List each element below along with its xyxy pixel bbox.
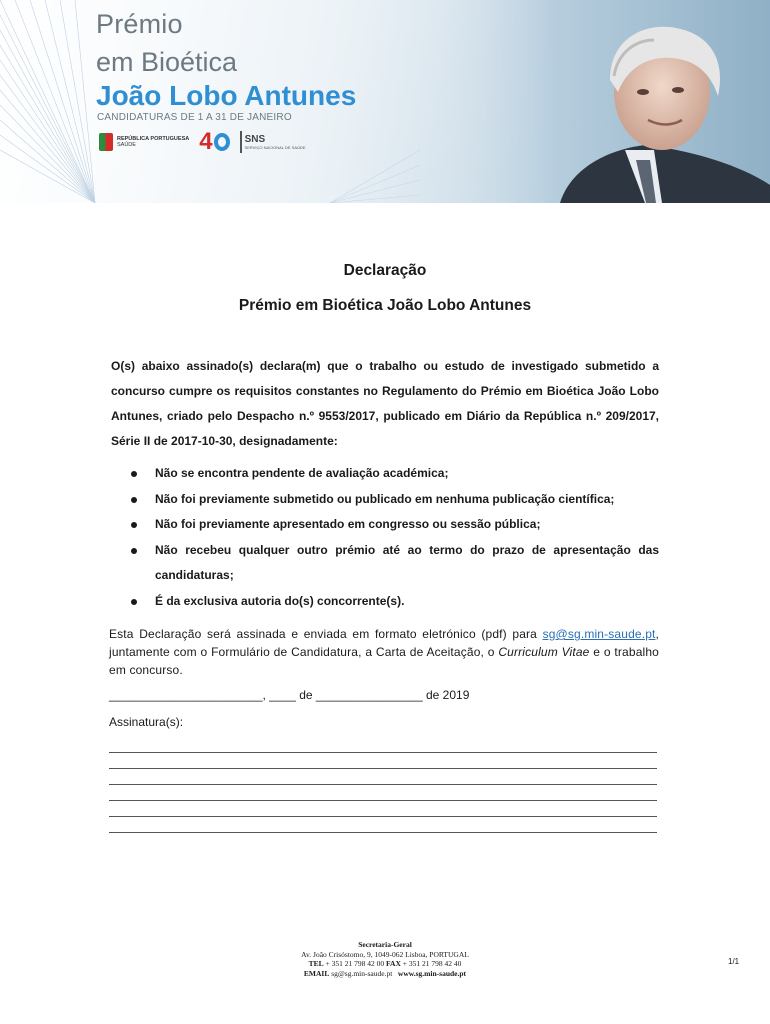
header-banner (0, 0, 770, 203)
list-item-text: Não foi previamente apresentado em congresso ou sessão pública; (155, 517, 541, 531)
curriculum-vitae-text: Curriculum Vitae (498, 645, 590, 659)
circle-zero-icon (214, 133, 230, 151)
banner-dates: CANDIDATURAS DE 1 A 31 DE JANEIRO (97, 112, 292, 123)
bullet-icon (131, 548, 137, 554)
sns-logo-text: SNS (244, 133, 266, 145)
list-item-text: Não foi previamente submetido ou publicado em nenhuma publicação científica; (155, 491, 615, 506)
bullet-icon (131, 471, 137, 477)
banner-title-line2: em Bioética (96, 47, 238, 77)
sns-logo (240, 131, 306, 153)
submission-text-mid: , juntamente com o Formulário de Candidatura, a Carta de Aceitação, o (109, 627, 659, 659)
list-item (111, 538, 659, 589)
list-item (111, 589, 659, 615)
partner-logos (99, 129, 305, 155)
signature-line[interactable] (109, 752, 657, 753)
bullet-icon (131, 599, 137, 605)
date-field-line[interactable]: _______________________, ____ de ________________ de 2019 (109, 688, 470, 702)
footer-address: Av. João Crisóstomo, 9, 1049-062 Lisboa, PORTUGAL (301, 949, 469, 959)
bullet-icon (131, 522, 137, 528)
list-item-text: Não se encontra pendente de avaliação académica; (155, 466, 449, 480)
list-item-text: Não recebeu qualquer outro prémio até ao termo do prazo de apresentação das candidaturas; (155, 542, 659, 582)
footer-email-web (0, 969, 770, 979)
footer-email: sg@sg.min-saude.pt (331, 968, 393, 978)
footer-tel: + 351 21 798 42 00 (325, 959, 385, 968)
footer-org: Secretaria-Geral (358, 940, 412, 949)
footer (0, 940, 770, 978)
list-item (111, 487, 659, 513)
republica-logo-text: REPÚBLICA PORTUGUESA (117, 136, 190, 142)
signature-label: Assinatura(s): (109, 715, 184, 729)
submission-text-end: e o trabalho em concurso. (109, 645, 659, 677)
anniversary-40-logo: 4 (199, 130, 229, 154)
list-item (111, 461, 659, 487)
footer-web: www.sg.min-saude.pt (397, 968, 467, 978)
flag-icon (99, 133, 113, 151)
intro-paragraph: O(s) abaixo assinado(s) declara(m) que o trabalho ou estudo de investigado submetido a concurso cumpre os requisitos constantes no Regulamento do Prémio em Bioética João Lobo Antunes, criado pelo Despacho n.º 9553/2017, publicado em Diário da República n.º 209/2017, Série II de 2017-10-30, designadamente: (111, 359, 659, 448)
banner-title-line1: Prémio (96, 9, 183, 39)
signature-line[interactable] (109, 768, 657, 769)
republica-logo-subtext: SAÚDE (117, 142, 136, 148)
republica-portuguesa-logo (99, 133, 189, 151)
bullet-icon (131, 497, 137, 503)
footer-email-label: EMAIL (303, 968, 330, 978)
list-item-text: É da exclusiva autoria do(s) concorrente(s). (155, 593, 405, 608)
footer-fax: + 351 21 798 42 40 (402, 959, 462, 968)
sns-logo-subtext: SERVIÇO NACIONAL DE SAÚDE (244, 144, 306, 150)
document-subtitle: Prémio em Bioética João Lobo Antunes (238, 297, 532, 314)
submission-text-start: Esta Declaração será assinada e enviada em formato eletrónico (pdf) para (109, 627, 543, 641)
signature-line[interactable] (109, 784, 657, 785)
portrait-photo (440, 0, 770, 203)
requirements-list (111, 461, 659, 614)
signature-line[interactable] (109, 816, 657, 817)
signature-line[interactable] (109, 832, 657, 833)
footer-contacts (0, 959, 770, 969)
banner-title-name: João Lobo Antunes (96, 80, 357, 111)
signature-lines (109, 740, 657, 848)
submission-paragraph (109, 625, 659, 679)
document-title: Declaração (343, 262, 427, 279)
footer-fax-label: FAX (386, 959, 401, 968)
list-item (111, 512, 659, 538)
divider-icon (240, 131, 242, 153)
signature-line[interactable] (109, 800, 657, 801)
footer-tel-label: TEL (308, 959, 324, 968)
email-link[interactable]: sg@sg.min-saude.pt (542, 627, 656, 641)
page-number: 1/1 (728, 957, 740, 966)
